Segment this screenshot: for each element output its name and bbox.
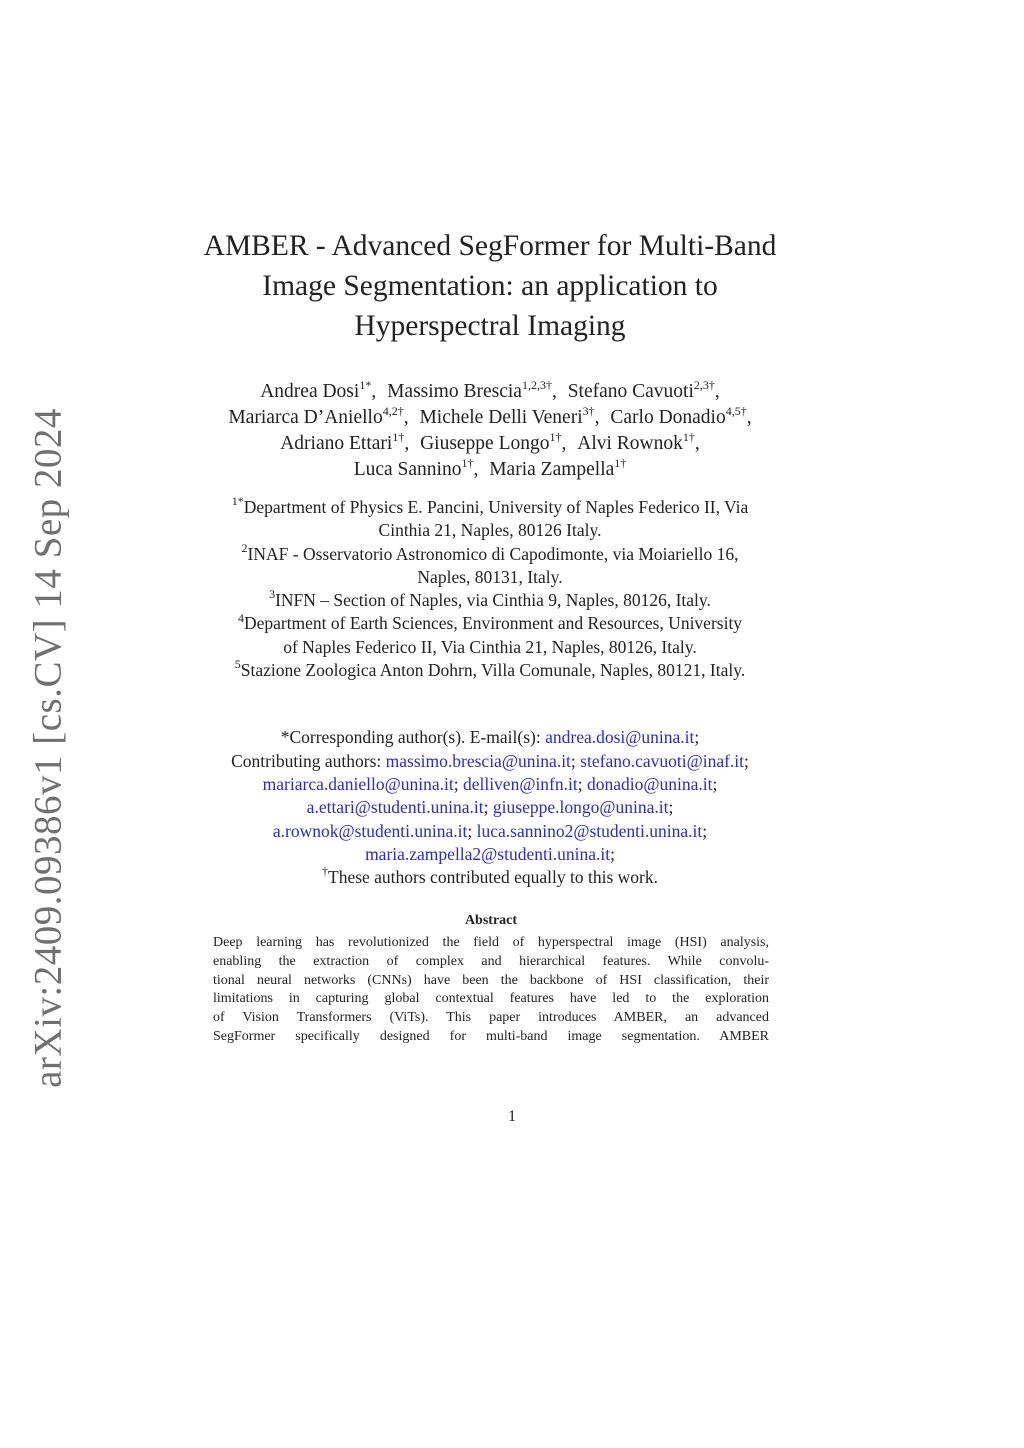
author-affiliation-marker: 2,3† <box>693 377 715 392</box>
affiliation-marker: 5 <box>234 657 241 672</box>
equal-contribution-text: These authors contributed equally to this work. <box>328 867 658 888</box>
author-name: Massimo Brescia <box>387 381 522 402</box>
title-line: Image Segmentation: an application to <box>262 270 718 302</box>
author-separator: , <box>551 381 557 402</box>
equal-contribution-note <box>190 866 790 889</box>
affiliation-text: Stazione Zoologica Anton Dohrn, Villa Comunale, Naples, 80121, Italy. <box>240 660 746 681</box>
author-separator: , <box>594 407 600 428</box>
author-name: Adriano Ettari <box>280 433 393 454</box>
author-list <box>190 379 790 483</box>
email-link[interactable]: delliven@infn.it <box>462 773 578 794</box>
affiliation-marker: 2 <box>241 540 248 555</box>
email-line: maria.zampella2@studenti.unina.it; <box>365 843 615 864</box>
affiliation-list <box>190 496 790 682</box>
author-separator: , <box>746 407 752 428</box>
affiliation <box>190 659 790 682</box>
author-affiliation-marker: 4,2† <box>382 403 404 418</box>
author-name: Alvi Rownok <box>577 433 683 454</box>
author <box>577 429 700 454</box>
author-line <box>190 379 790 405</box>
author-affiliation-marker: 1† <box>614 455 627 470</box>
email-link[interactable]: massimo.brescia@unina.it <box>385 750 571 771</box>
author-name: Maria Zampella <box>489 459 615 480</box>
contributing-authors-line: Contributing authors: massimo.brescia@unina.it; stefano.cavuoti@inaf.it; <box>231 750 749 771</box>
abstract-section <box>213 913 769 1047</box>
contributing-label: Contributing authors: <box>231 750 386 771</box>
author <box>489 455 627 480</box>
affiliation <box>190 540 790 590</box>
author <box>419 403 600 428</box>
author-affiliation-marker: 1* <box>359 377 372 392</box>
abstract-body <box>213 934 769 1047</box>
email-link[interactable]: giuseppe.longo@unina.it <box>492 797 669 818</box>
paper-front-matter <box>190 226 790 889</box>
abstract-line: tional neural networks (CNNs) have been the backbone of HSI classification, their <box>213 972 769 988</box>
abstract-line: enabling the extraction of complex and hierarchical features. While convolu- <box>213 953 769 969</box>
author <box>353 455 479 480</box>
email-link[interactable]: a.ettari@studenti.unina.it <box>306 797 484 818</box>
author-line <box>190 431 790 457</box>
author-separator: , <box>403 407 409 428</box>
abstract-line: limitations in capturing global contextual features have led to the exploration <box>213 991 769 1007</box>
author <box>567 377 720 402</box>
email-link[interactable]: luca.sannino2@studenti.unina.it <box>476 820 703 841</box>
author-affiliation-marker: 1† <box>549 429 562 444</box>
author-name: Andrea Dosi <box>260 381 360 402</box>
affiliation <box>190 612 790 659</box>
separator: ; <box>694 727 700 748</box>
corresponding-label: *Corresponding author(s). E-mail(s): <box>280 727 546 748</box>
affiliation <box>190 589 790 612</box>
author <box>387 377 557 402</box>
affiliation-text: Department of Earth Sciences, Environment and Resources, University <box>243 613 743 634</box>
author-name: Luca Sannino <box>353 459 462 480</box>
author-name: Michele Delli Veneri <box>419 407 583 428</box>
corresponding-author-line <box>190 726 790 749</box>
author-separator: , <box>561 433 567 454</box>
author-name: Carlo Donadio <box>610 407 726 428</box>
contact-block <box>190 726 790 889</box>
abstract-heading: Abstract <box>464 913 518 928</box>
affiliation-text: of Naples Federico II, Via Cinthia 21, Naples, 80126, Italy. <box>283 636 697 657</box>
affiliation-text: INFN – Section of Naples, via Cinthia 9, Naples, 80126, Italy. <box>275 590 711 611</box>
author-name: Giuseppe Longo <box>420 433 550 454</box>
abstract-line: Deep learning has revolutionized the field of hyperspectral image (HSI) analysis, <box>213 935 769 950</box>
email-link[interactable]: maria.zampella2@studenti.unina.it <box>365 843 611 864</box>
author-separator: , <box>714 381 720 402</box>
email-link[interactable]: donadio@unina.it <box>586 773 713 794</box>
affiliation-text: Naples, 80131, Italy. <box>417 566 563 587</box>
author <box>260 377 377 402</box>
email-line: a.ettari@studenti.unina.it; giuseppe.longo@unina.it; <box>306 797 674 818</box>
author-line <box>190 405 790 431</box>
email-link[interactable]: andrea.dosi@unina.it <box>545 727 695 748</box>
email-link[interactable]: mariarca.daniello@unina.it <box>262 773 454 794</box>
author <box>280 429 410 454</box>
author <box>610 403 752 428</box>
affiliation-text: Department of Physics E. Pancini, University of Naples Federico II, Via <box>243 497 749 517</box>
affiliation-text: INAF - Osservatorio Astronomico di Capodimonte, via Moiariello 16, <box>247 543 739 564</box>
author-line <box>190 457 790 483</box>
author-affiliation-marker: 3† <box>582 403 595 418</box>
author-affiliation-marker: 1† <box>461 455 474 470</box>
affiliation <box>190 496 790 543</box>
author-affiliation-marker: 1† <box>682 429 695 444</box>
arxiv-identifier-stamp: arXiv:2409.09386v1 [cs.CV] 14 Sep 2024 <box>26 408 70 1088</box>
abstract-line: of Vision Transformers (ViTs). This paper introduces AMBER, an advanced <box>213 1010 769 1026</box>
author-name: Mariarca D’Aniello <box>228 407 383 428</box>
title-line: Hyperspectral Imaging <box>354 310 626 342</box>
author-separator: , <box>371 381 377 402</box>
author-affiliation-marker: 1† <box>392 429 405 444</box>
page-number: 1 <box>508 1108 516 1125</box>
affiliation-marker: 1* <box>231 494 244 509</box>
author-separator: , <box>694 433 700 454</box>
title-line: AMBER - Advanced SegFormer for Multi-Band <box>203 230 777 262</box>
author-separator: , <box>404 433 410 454</box>
abstract-line: SegFormer specifically designed for multi-band image segmentation. AMBER <box>213 1028 769 1044</box>
author <box>420 429 567 454</box>
paper-title <box>190 226 790 346</box>
email-line: mariarca.daniello@unina.it; delliven@infn.it; donadio@unina.it; <box>262 773 718 794</box>
affiliation-marker: 3 <box>269 587 276 602</box>
author-name: Stefano Cavuoti <box>567 381 694 402</box>
author <box>228 403 409 428</box>
dagger-marker: † <box>322 864 328 879</box>
email-line: a.rownok@studenti.unina.it; luca.sannino2@studenti.unina.it; <box>272 820 708 841</box>
affiliation-text: Cinthia 21, Naples, 80126 Italy. <box>378 520 602 541</box>
author-separator: , <box>473 459 479 480</box>
email-link[interactable]: stefano.cavuoti@inaf.it <box>580 750 745 771</box>
email-link[interactable]: a.rownok@studenti.unina.it <box>272 820 468 841</box>
author-affiliation-marker: 1,2,3† <box>521 377 552 392</box>
author-affiliation-marker: 4,5† <box>725 403 747 418</box>
affiliation-marker: 4 <box>237 610 244 625</box>
